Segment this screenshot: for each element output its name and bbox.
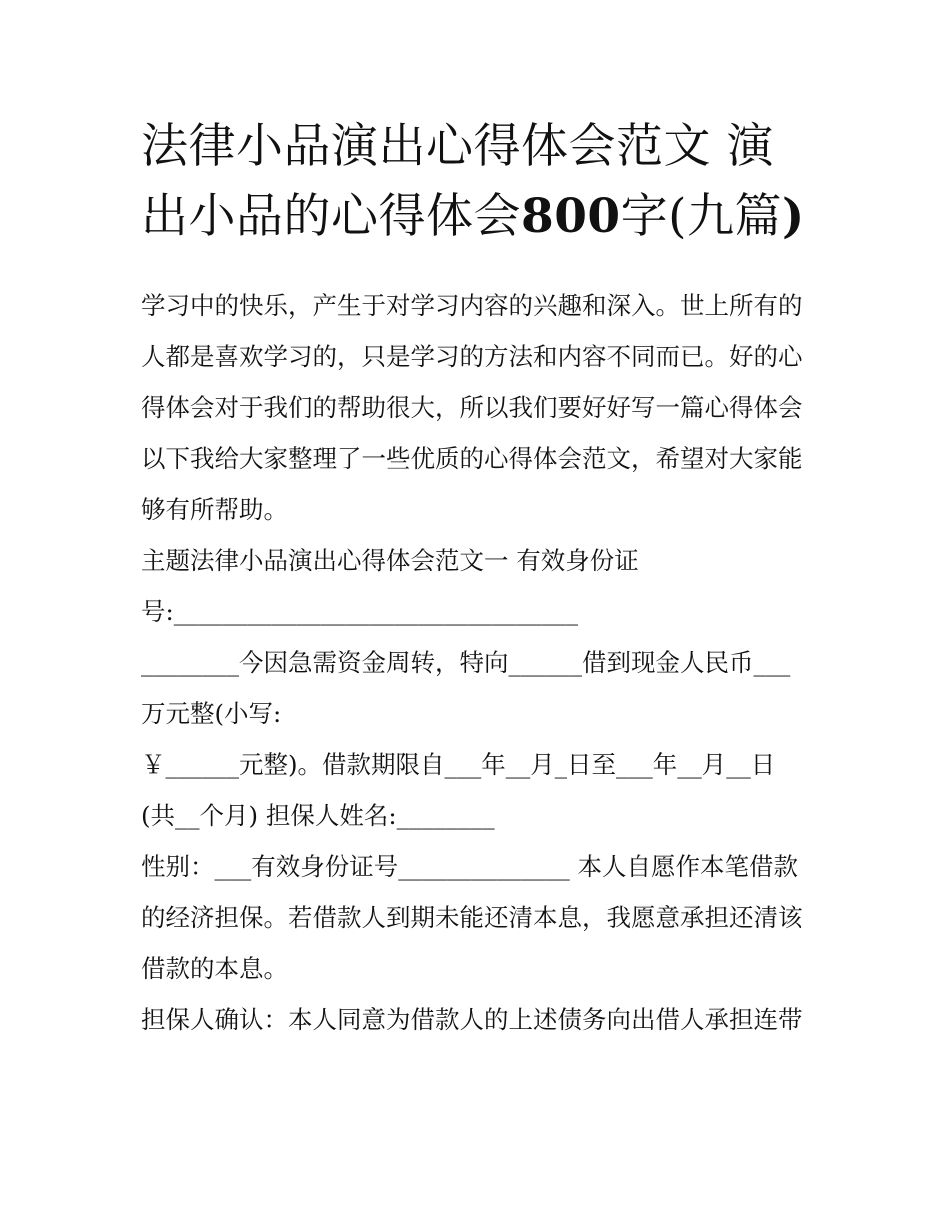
title-text-1: 法律小品演出心得体会范文 演出小品的心得体会 <box>141 119 774 244</box>
title-text-3: 九篇 <box>686 189 782 244</box>
guarantor-confirmation-line: 担保人确认：本人同意为借款人的上述债务向出借人承担连带 <box>141 1005 803 1034</box>
title-text-2: 字( <box>620 189 687 244</box>
loan-period-line: ￥______元整)。借款期限自___年__月_日至___年__月__日 <box>141 750 776 779</box>
loan-line: ________今因急需资金周转，特向______借到现金人民币___ <box>141 648 791 677</box>
body-line: 以下我给大家整理了一些优质的心得体会范文，希望对大家能 <box>141 444 803 473</box>
guarantor-name-line: (共__个月) 担保人姓名:________ <box>141 801 495 830</box>
document-title <box>141 112 816 252</box>
document-body <box>141 280 816 1045</box>
section-heading-line: 主题法律小品演出心得体会范文一 有效身份证 <box>141 546 639 575</box>
id-number-line: 号:_________________________________ <box>141 597 579 626</box>
title-text-4: ) <box>781 189 805 244</box>
amount-line: 万元整(小写: <box>141 699 282 728</box>
body-line: 得体会对于我们的帮助很大，所以我们要好好写一篇心得体会 <box>141 393 803 422</box>
guarantor-gender-line: 性别：___有效身份证号______________ 本人自愿作本笔借款 <box>141 852 799 881</box>
body-line: 人都是喜欢学习的，只是学习的方法和内容不同而已。好的心 <box>141 342 803 371</box>
body-line: 够有所帮助。 <box>141 495 288 524</box>
document-content <box>141 112 816 1045</box>
body-line: 的经济担保。若借款人到期未能还清本息，我愿意承担还清该 <box>141 903 803 932</box>
body-line: 借款的本息。 <box>141 954 288 983</box>
body-line: 学习中的快乐，产生于对学习内容的兴趣和深入。世上所有的 <box>141 291 803 320</box>
title-number: 800 <box>521 189 621 244</box>
